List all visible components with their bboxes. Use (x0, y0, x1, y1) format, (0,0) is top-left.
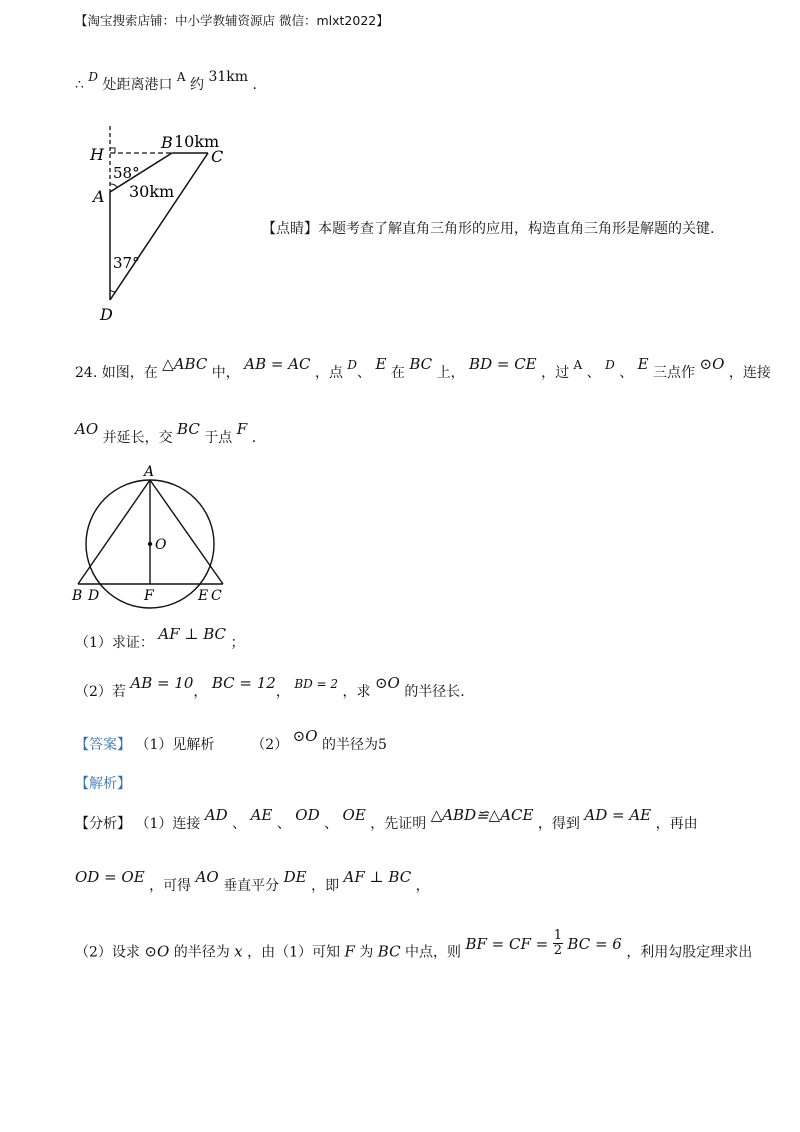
text: ，可得 (149, 878, 192, 894)
part-1 (75, 625, 245, 652)
label-o: O (155, 537, 167, 553)
text: 为 (359, 944, 374, 961)
analysis-line-3 (75, 928, 753, 967)
analysis-line-1 (75, 806, 698, 833)
equation-bc-6: BC = 6 (567, 934, 622, 953)
text: ，得到 (537, 816, 580, 832)
equation-ab-ac: AB = AC (244, 355, 311, 373)
label-bc-length: 10km (174, 132, 220, 151)
label-ab-length: 30km (129, 182, 175, 201)
comma: ， (193, 684, 208, 700)
label-a: A (93, 187, 105, 206)
question-24-line-2 (75, 420, 257, 447)
segment-bc: BC (409, 355, 433, 373)
text: ，先证明 (370, 816, 427, 832)
segment-ac (150, 480, 223, 584)
congruence-expression: △ABD≌△ACE (430, 806, 534, 824)
part-1-label: （1）求证： (75, 635, 154, 651)
expression-af-perp-bc: AF ⊥ BC (158, 625, 227, 643)
segment-ad: AD (204, 806, 228, 824)
circle-o: ⊙O (699, 355, 725, 373)
period: . (251, 430, 257, 446)
text: ，连接 (728, 365, 771, 381)
label-d: D (88, 588, 100, 604)
therefore-symbol: ∴ (75, 77, 84, 93)
segment-ao: AO (195, 868, 219, 886)
right-angle-mark (110, 148, 115, 153)
text: 约 (190, 77, 205, 93)
equation-ad-ae: AD = AE (584, 806, 652, 824)
point-e: E (637, 355, 649, 373)
circle-o: ⊙O (374, 674, 400, 692)
equation-od-oe: OD = OE (75, 868, 145, 886)
equation-bc-12: BC = 12 (211, 674, 276, 692)
answer-part-1: （1）见解析 (135, 737, 215, 753)
conclusion-line (75, 69, 257, 94)
text: 并延长，交 (102, 430, 173, 446)
comma: ， (275, 684, 290, 700)
comma: ， (415, 878, 430, 894)
point-a: A (573, 358, 583, 372)
label-c: C (211, 147, 224, 166)
page-header: 【淘宝搜索店铺：中小学教辅资源店 微信：mlxt2022】 (75, 13, 389, 28)
label-a: A (144, 464, 155, 480)
analysis-line-2 (75, 868, 430, 895)
equation-ab-10: AB = 10 (130, 674, 194, 692)
text: ，即 (311, 878, 340, 894)
fraction-denominator: 2 (553, 943, 562, 958)
circle-o: ⊙O (292, 727, 318, 745)
segment-bc: BC (177, 420, 200, 438)
text: ，点 (314, 365, 343, 381)
text: 中， (211, 365, 240, 381)
label-angle-37: 37° (113, 254, 140, 272)
circle-o: ⊙O (144, 942, 170, 961)
point-d: D (88, 70, 98, 84)
label-d: D (100, 305, 113, 324)
text: 处距离港口 (102, 77, 173, 93)
separator: 、 (619, 365, 634, 381)
text: 中点，则 (405, 944, 462, 961)
segment-ab (78, 480, 150, 584)
analysis-sub-tag: 【分析】 (75, 816, 131, 832)
separator: 、 (586, 365, 601, 381)
point-a: A (176, 70, 186, 84)
period: . (252, 77, 257, 93)
segment-ae: AE (250, 806, 273, 824)
point-f: F (344, 942, 355, 961)
separator: 、 (232, 816, 247, 832)
label-b: B (161, 133, 173, 152)
separator: 、 (276, 816, 291, 832)
text: 垂直平分 (223, 878, 280, 894)
text: 于点 (204, 430, 233, 446)
point-d: D (605, 358, 615, 372)
figure-1-triangle (85, 120, 245, 330)
segment-od: OD (295, 806, 320, 824)
figure-2-circle-triangle (68, 460, 238, 610)
text: ，过 (541, 365, 570, 381)
label-angle-58: 58° (113, 164, 140, 182)
label-e: E (198, 588, 209, 604)
text: （2）设求 (75, 944, 140, 961)
separator: 、 (324, 816, 339, 832)
label-b: B (72, 588, 83, 604)
variable-x: x (234, 942, 243, 961)
fraction-one-half (553, 929, 563, 958)
part-2 (75, 674, 465, 701)
equation-bd-2: BD = 2 (294, 677, 339, 691)
segment-oe: OE (342, 806, 366, 824)
label-h: H (90, 145, 104, 164)
answer-line (75, 727, 387, 754)
analysis-tag: 【解析】 (75, 776, 131, 792)
segment-ao: AO (75, 420, 99, 438)
text: （1）连接 (135, 816, 201, 832)
separator: 、 (357, 365, 372, 381)
point-d: D (347, 358, 358, 372)
text: 上， (436, 365, 465, 381)
angle-arc-a (110, 184, 117, 187)
question-24-line-1 (75, 355, 771, 382)
text: 的半径长. (404, 684, 465, 700)
text: ，利用勾股定理求出 (626, 944, 753, 961)
fraction-numerator: 1 (553, 928, 562, 943)
text: 在 (390, 365, 405, 381)
text: ，由（1）可知 (247, 944, 340, 961)
text: ，求 (342, 684, 371, 700)
key-point-text: 本题考查了解直角三角形的应用，构造直角三角形是解题的关键. (318, 221, 715, 237)
label-f: F (144, 588, 154, 604)
segment-de: DE (283, 868, 307, 886)
text: 三点作 (653, 365, 696, 381)
answer-tag: 【答案】 (75, 737, 131, 753)
triangle-abc: △ABC (162, 355, 208, 373)
expression-af-perp-bc: AF ⊥ BC (343, 868, 412, 886)
label-c: C (211, 588, 222, 604)
semicolon: ； (230, 635, 245, 651)
distance-value: 31km (208, 69, 249, 85)
text: ，再由 (655, 816, 698, 832)
equation-bf-cf: BF = CF = (465, 934, 549, 953)
key-point-tag: 【点睛】 (262, 221, 318, 237)
point-e: E (375, 355, 387, 373)
answer-part-2-text: 的半径为5 (321, 737, 387, 753)
equation-bd-ce: BD = CE (469, 355, 537, 373)
answer-part-2-label: （2） (251, 737, 289, 753)
key-point-comment (262, 220, 714, 238)
center-point-o (148, 542, 152, 546)
question-number: 24. 如图，在 (75, 365, 158, 381)
point-f: F (236, 420, 248, 438)
text: 的半径为 (173, 944, 230, 961)
part-2-label: （2）若 (75, 684, 126, 700)
segment-bc: BC (377, 942, 401, 961)
